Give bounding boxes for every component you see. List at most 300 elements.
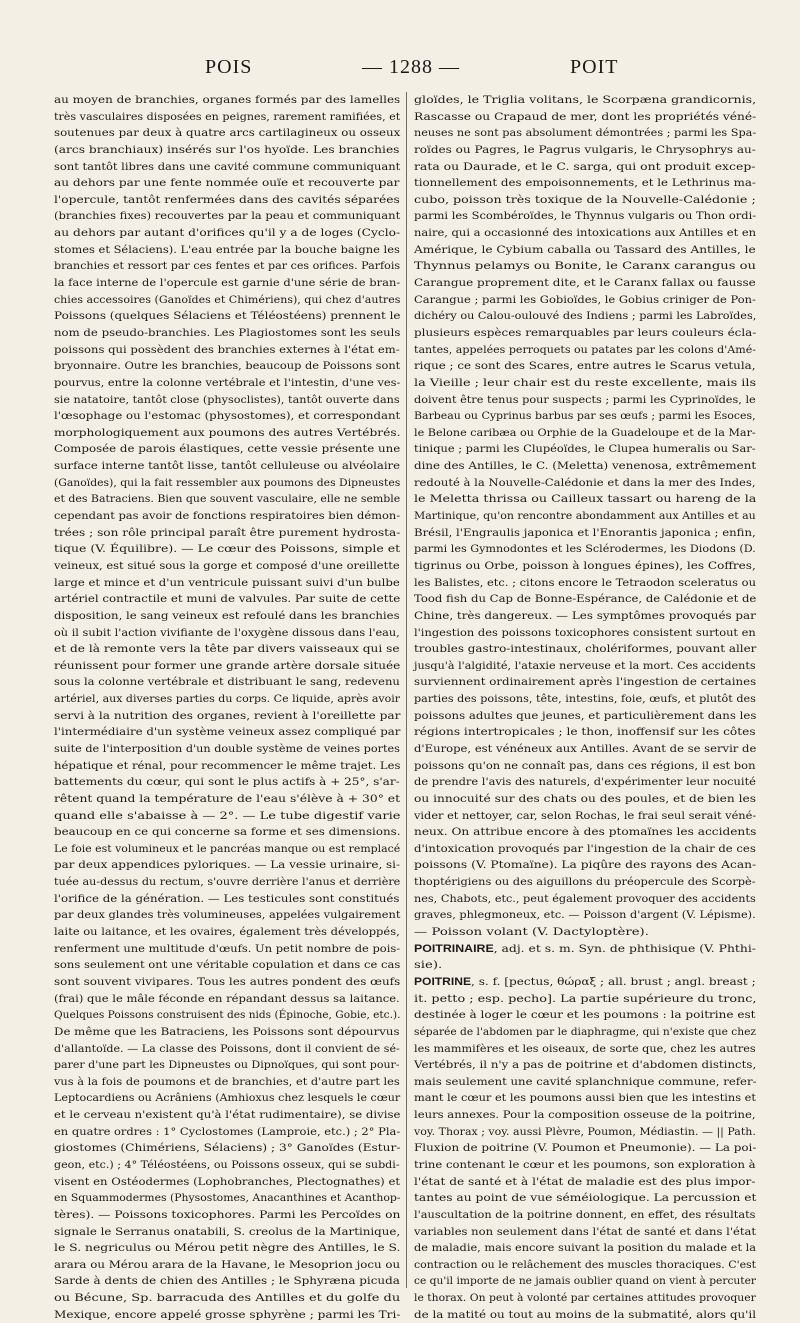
text-line	[54, 974, 400, 991]
text-line	[54, 1157, 400, 1174]
text-line	[414, 857, 756, 874]
line-inner: d'allantoïde. — La classe des Poissons, dont il convient de sé-	[54, 1042, 400, 1055]
text-line	[414, 608, 756, 625]
line-inner: laite ou laitance, et les ovaires, également très développés,	[54, 926, 400, 939]
text-line	[414, 109, 756, 126]
line-inner: trées ; son rôle principal paraît être purement hydrosta-	[54, 526, 401, 539]
text-line	[414, 308, 756, 325]
text-line	[414, 724, 756, 741]
text-line	[54, 558, 400, 575]
text-line	[414, 1174, 756, 1191]
header-left-guideword: POIS	[205, 56, 253, 78]
line-inner: et le cerveau n'existent qu'à l'état rudimentaire), se divise	[54, 1109, 401, 1122]
text-line	[54, 1024, 400, 1041]
line-inner: Thynnus pelamys ou Bonite, le Caranx carangus ou	[414, 260, 756, 273]
entry-headword: POITRINAIRE	[414, 942, 494, 955]
line-inner: tigrinus ou Orbe, poisson à longues épines), les Coffres,	[414, 559, 756, 572]
line-inner: suite de l'interposition d'un double système de veines portes	[54, 742, 400, 755]
line-inner: l'ingestion des poissons toxicophores consistent surtout en	[414, 626, 756, 639]
text-line	[54, 142, 400, 159]
line-inner: Amérique, le Cybium caballa ou Tassard des Antilles, le	[414, 243, 756, 256]
line-inner: surviennent ordinairement après l'ingestion de certaines	[414, 676, 757, 689]
line-inner: en Squammodermes (Physostomes, Anacanthines et Acanthop-	[54, 1192, 401, 1205]
line-inner: (frai) que le mâle féconde en répandant dessus sa laitance.	[54, 992, 400, 1005]
line-inner: rique ; ce sont des Scares, entre autres le Scarus vetula,	[414, 360, 756, 373]
text-line	[414, 957, 756, 974]
line-inner: le Meletta thrissa ou Cailleux tassart ou hareng de la	[414, 493, 757, 506]
text-line	[414, 192, 756, 209]
text-line	[54, 641, 400, 658]
text-line	[54, 92, 400, 109]
line-inner: régions intertropicales ; le thon, inoffensif sur les côtes	[414, 726, 756, 739]
text-line	[54, 425, 400, 442]
line-inner: nom de pseudo-branchies. Les Plagiostomes sont les seuls	[54, 326, 401, 339]
line-inner: artériel contractile et muni de valvules. Par suite de cette	[54, 593, 401, 606]
line-inner: roïdes ou Pagres, le Pagrus vulgaris, le Chrysophrys au-	[414, 143, 756, 156]
text-line	[414, 242, 756, 259]
text-line	[54, 508, 400, 525]
line-inner: mant le cœur et les poumons aussi bien que les intestins et	[414, 1092, 756, 1105]
text-line	[54, 625, 400, 642]
text-line	[414, 325, 756, 342]
text-line	[54, 907, 400, 924]
text-line	[54, 1140, 400, 1157]
text-line	[54, 242, 400, 259]
line-inner: signale le Serranus onatabili, S. creolus de la Martinique,	[54, 1225, 401, 1238]
text-line	[54, 591, 400, 608]
text-line	[54, 292, 400, 309]
text-line	[54, 1290, 400, 1307]
text-line	[414, 1140, 756, 1157]
text-line	[54, 175, 400, 192]
text-line	[54, 575, 400, 592]
text-line	[54, 758, 400, 775]
text-line	[54, 1124, 400, 1141]
text-line	[54, 608, 400, 625]
line-inner: l'état de santé et à l'état de maladie est des plus impor-	[414, 1175, 756, 1188]
text-line	[54, 924, 400, 941]
line-inner: poissons qu'on ne connaît pas, dans ces régions, il est bon	[414, 759, 756, 772]
text-line	[414, 159, 756, 176]
line-inner: et des Batraciens. Bien que souvent vasculaire, elle ne semble	[54, 493, 401, 506]
text-line	[54, 392, 400, 409]
text-line	[414, 475, 756, 492]
line-inner: surface interne tantôt lisse, tantôt celluleuse ou alvéolaire	[54, 460, 401, 473]
line-inner: sous la colonne vertébrale et distribuant le sang, redevenu	[54, 676, 400, 689]
line-inner: Le foie est volumineux et le pancréas manque ou est remplacé	[54, 842, 401, 855]
line-inner: l'auscultation de la poitrine donnent, en effet, des résultats	[414, 1208, 756, 1221]
line-inner: le Belone caribæa ou Orphie de la Guadeloupe et de la Mar-	[414, 426, 756, 439]
line-inner: nes, Chabots, etc., peut également provoquer des accidents	[414, 892, 756, 905]
text-line	[414, 1057, 756, 1074]
line-inner: très vasculaires disposées en peignes, rarement ramifiées, et	[54, 110, 401, 123]
line-inner: vus à la fois de poumons et de branchies, et d'autre part les	[54, 1075, 400, 1088]
text-line	[414, 1107, 756, 1124]
line-inner: renferment une multitude d'œufs. Un petit nombre de pois-	[54, 942, 401, 955]
line-inner: veineux, est situé sous la gorge et composé d'une oreillette	[54, 559, 400, 572]
text-line	[54, 1057, 400, 1074]
text-line	[54, 525, 400, 542]
text-line	[54, 1107, 400, 1124]
text-line	[414, 1307, 756, 1323]
line-inner: Carangue ; parmi les Gobioïdes, le Gobius criniger de Pon-	[414, 293, 756, 306]
text-line	[54, 1174, 400, 1191]
line-inner: réunissent pour former une grande artère dorsale située	[54, 659, 401, 672]
text-line	[414, 125, 756, 142]
text-line	[54, 658, 400, 675]
line-inner: sons seulement ont une véritable copulation et dans ce cas	[54, 959, 401, 972]
text-line	[54, 1007, 400, 1024]
line-inner: ou innocuité sur des chats ou des poules, et de bien les	[414, 792, 756, 805]
text-line	[414, 1257, 756, 1274]
line-inner: soutenues par deux à quatre arcs cartilagineux ou osseux	[54, 127, 401, 140]
text-line	[414, 225, 756, 242]
line-inner: Brésil, l'Engraulis japonica et l'Enorantis japonica ; enfin,	[414, 526, 756, 539]
line-inner: d'intoxication provoqués par l'ingestion de la chair de ces	[414, 842, 756, 855]
line-inner: et de là remonte vers la tête par divers vaisseaux qui se	[54, 643, 400, 656]
text-line	[414, 1074, 756, 1091]
line-inner: parties des poissons, tête, intestins, foie, œufs, et plutôt des	[414, 693, 756, 706]
line-inner: Rascasse ou Crapaud de mer, dont les propriétés véné-	[414, 110, 757, 123]
line-inner: le S. negriculus ou Mérou petit nègre des Antilles, le S.	[54, 1242, 401, 1255]
line-inner: vider et nettoyer, car, selon Rochas, le frai seul serait véné-	[414, 809, 757, 822]
line-inner: parer d'une part les Dipneustes ou Dipnoïques, qui sont pour-	[54, 1059, 400, 1072]
text-line	[54, 109, 400, 126]
text-line	[414, 758, 756, 775]
line-inner: tionnellement des empoisonnements, et le Lethrinus ma-	[414, 177, 756, 190]
line-inner: plusieurs espèces remarquables par leurs couleurs écla-	[414, 326, 757, 339]
text-line	[54, 1257, 400, 1274]
line-inner: dichéry ou Calou-oulouvé des Indiens ; parmi les Labroïdes,	[414, 310, 757, 323]
line-inner: artériel, aux diverses parties du corps. Ce liquide, après avoir	[54, 693, 401, 706]
line-inner: disposition, le sang veineux est refoulé dans les branchies	[54, 609, 400, 622]
text-line	[54, 774, 400, 791]
text-line	[54, 1240, 400, 1257]
line-inner: neuses ne sont pas absolument démontrées ; parmi les Spa-	[414, 127, 757, 140]
text-line	[414, 1290, 756, 1307]
text-line	[54, 342, 400, 359]
text-line	[54, 358, 400, 375]
text-line	[414, 625, 756, 642]
text-line	[414, 425, 756, 442]
line-inner: stomes et Sélaciens). L'eau entrée par la bouche baigne les	[54, 243, 400, 256]
line-inner: (branchies fixes) recouvertes par la peau et communiquant	[54, 210, 401, 223]
line-inner: tuée au-dessus du rectum, s'ouvre derrière l'anus et derrière	[54, 876, 401, 889]
line-inner: branchies et ressort par ces fentes et par ces orifices. Parfois	[54, 260, 401, 273]
text-line	[54, 808, 400, 825]
text-line	[54, 275, 400, 292]
line-inner: Poissons (quelques Sélaciens et Téléostéens) prennent le	[54, 310, 401, 323]
line-inner: l'œsophage ou l'estomac (physostomes), et correspondant	[54, 410, 401, 423]
text-line	[414, 558, 756, 575]
text-line	[54, 991, 400, 1008]
line-inner: troubles gastro-intestinaux, cholériformes, pouvant aller	[414, 643, 757, 656]
line-inner: bryonnaire. Outre les branchies, beaucoup de Poissons sont	[54, 360, 401, 373]
text-line	[414, 924, 756, 941]
line-inner: leurs annexes. Pour la composition osseuse de la poitrine,	[414, 1109, 756, 1122]
text-line	[414, 791, 756, 808]
line-inner: ce qu'il importe de ne jamais oublier quand on vient à percuter	[414, 1275, 756, 1288]
text-line	[414, 441, 756, 458]
line-inner: arara ou Mérou arara de la Havane, le Mesoprion jocu ou	[54, 1258, 401, 1271]
line-inner: hépatique et rénal, pour recommencer le même trajet. Les	[54, 759, 401, 772]
text-line	[414, 941, 756, 958]
line-inner: naire, qui a occasionné des intoxications aux Antilles et en	[414, 227, 757, 240]
text-line	[414, 458, 756, 475]
line-inner: doivent être tenus pour suspects ; parmi les Cyprinoïdes, le	[414, 393, 756, 406]
text-line	[54, 1224, 400, 1241]
line-inner: Barbeau ou Cyprinus barbus par ses œufs ; parmi les Esoces,	[414, 410, 756, 423]
text-line	[414, 907, 756, 924]
line-inner: poissons adultes que jeunes, et particulièrement dans les	[414, 709, 757, 722]
text-line	[414, 1240, 756, 1257]
line-inner	[414, 941, 756, 958]
line-inner: giostomes (Chimériens, Sélaciens) ; 3° Ganoïdes (Estur-	[54, 1142, 401, 1155]
line-inner: l'orifice de la génération. — Les testicules sont constitués	[54, 892, 400, 905]
line-inner: rêtent quand la température de l'eau s'élève à + 30° et	[54, 792, 401, 805]
line-inner: trine contenant le cœur et les poumons, son exploration à	[414, 1159, 756, 1171]
text-line	[54, 874, 400, 891]
text-line	[54, 708, 400, 725]
text-line	[54, 308, 400, 325]
text-line	[414, 525, 756, 542]
text-line	[414, 1224, 756, 1241]
text-line	[54, 408, 400, 425]
line-inner: quand elle s'abaisse à — 2°. — Le tube digestif varie	[54, 809, 401, 822]
text-line	[54, 674, 400, 691]
line-inner: la face interne de l'opercule est garnie d'une série de bran-	[54, 277, 401, 290]
text-line	[54, 491, 400, 508]
line-inner: la Vieille ; leur chair est du reste excellente, mais ils	[414, 376, 757, 389]
line-inner: d'Europe, est vénéneux aux Antilles. Avant de se servir de	[414, 742, 757, 755]
text-line	[54, 1041, 400, 1058]
line-inner: tique (V. Équilibre). — Le cœur des Poissons, simple et	[54, 543, 401, 556]
line-inner: par deux appendices pyloriques. — La vessie urinaire, si-	[54, 859, 401, 872]
text-line	[414, 974, 756, 991]
text-line	[54, 159, 400, 176]
text-line	[54, 941, 400, 958]
line-inner: tères). — Poissons toxicophores. Parmi les Percoïdes on	[54, 1208, 401, 1221]
line-inner: le thorax. On peut à volonté par certaines attitudes provoquer	[414, 1292, 756, 1305]
line-inner: (Ganoïdes), qui la fait ressembler aux poumons des Dipneustes	[54, 476, 401, 489]
text-line	[54, 458, 400, 475]
text-line	[54, 691, 400, 708]
line-inner: (arcs branchiaux) insérés sur l'os hyoïde. Les branchies	[54, 143, 400, 156]
text-line	[414, 508, 756, 525]
text-line	[414, 1090, 756, 1107]
text-line	[414, 741, 756, 758]
line-inner: thoptérigiens ou des aiguillons du préopercule des Scorpè-	[414, 876, 756, 889]
line-inner: tinique ; parmi les Clupéoïdes, le Clupea humeralis ou Sar-	[414, 443, 756, 456]
line-inner: Mexique, encore appelé grosse sphyrène ; parmi les Tri-	[54, 1308, 401, 1321]
text-line	[414, 491, 756, 508]
line-inner: Quelques Poissons construisent des nids (Épinoche, Gobie, etc.).	[54, 1009, 401, 1022]
text-line	[414, 691, 756, 708]
line-inner: battements du cœur, qui sont le plus actifs à + 25°, s'ar-	[54, 776, 400, 789]
text-line	[414, 292, 756, 309]
text-line	[54, 475, 400, 492]
line-inner: de la matité ou tout au moins de la submatité, alors qu'il	[414, 1308, 757, 1321]
entry-text: , adj. et s. m. Syn. de phthisique (V. Phthi-	[493, 942, 756, 955]
line-inner: dine des Antilles, le C. (Meletta) venenosa, extrêmement	[414, 460, 757, 473]
line-inner: cubo, poisson très toxique de la Nouvelle-Calédonie ;	[414, 193, 756, 206]
line-inner: large et mince et d'un ventricule puissant suivi d'un bulbe	[54, 576, 400, 589]
text-line	[414, 991, 756, 1008]
line-inner: geon, etc.) ; 4° Téléostéens, ou Poissons osseux, qui se subdi-	[54, 1159, 400, 1171]
text-line	[414, 575, 756, 592]
entry-headword: POITRINE	[414, 975, 472, 988]
line-inner: De même que les Batraciens, les Poissons sont dépourvus	[54, 1025, 400, 1038]
text-line	[414, 1273, 756, 1290]
text-line	[54, 1307, 400, 1323]
line-inner: au moyen de branchies, organes formés par des lamelles	[54, 94, 401, 106]
text-line	[54, 1273, 400, 1290]
line-inner: poissons qui possèdent des branchies externes à l'état em-	[54, 343, 400, 356]
text-line	[414, 841, 756, 858]
line-inner: contraction ou le relâchement des muscles thoraciques. C'est	[414, 1258, 757, 1271]
text-line	[54, 258, 400, 275]
line-inner: parmi les Scombéroïdes, le Thynnus vulgaris ou Thon ordi-	[414, 210, 757, 223]
left-text-column	[54, 92, 401, 1321]
text-line	[414, 708, 756, 725]
line-inner: où il subit l'action vivifiante de l'oxygène dissous dans l'eau,	[54, 626, 400, 639]
text-line	[414, 258, 756, 275]
line-inner: Martinique, qu'on rencontre abondamment aux Antilles et au	[414, 510, 756, 523]
line-inner: l'intermédiaire d'un système veineux assez compliqué par	[54, 726, 401, 739]
text-line	[54, 192, 400, 209]
line-inner: les mammifères et les oiseaux, de sorte que, chez les autres	[414, 1042, 756, 1055]
text-line	[414, 208, 756, 225]
line-inner: Chine, très dangereux. — Les symptômes provoqués par	[414, 609, 756, 622]
line-inner: sont souvent vivipares. Tous les autres pondent des œufs	[54, 975, 401, 988]
line-inner: graves, phlegmoneux, etc. — Poisson d'argent (V. Lépisme).	[414, 909, 756, 922]
text-line	[414, 342, 756, 359]
line-inner: Vertébrés, il n'y a pas de poitrine et d'abdomen distincts,	[414, 1059, 757, 1072]
column-divider	[406, 92, 407, 1288]
text-line	[414, 1024, 756, 1041]
text-line	[414, 392, 756, 409]
text-line	[54, 1074, 400, 1091]
line-inner: Sarde à dents de chien des Antilles ; le Sphyræna picuda	[54, 1275, 400, 1288]
text-line	[414, 408, 756, 425]
line-inner: morphologiquement aux poumons des autres Vertébrés.	[54, 426, 401, 439]
line-inner: beaucoup en ce qui concerne sa forme et ses dimensions.	[54, 826, 401, 839]
line-inner: redouté à la Nouvelle-Calédonie et dans la mer des Indes,	[414, 476, 756, 489]
text-line	[414, 275, 756, 292]
line-inner: Tood fish du Cap de Bonne-Espérance, de Calédonie et de	[414, 593, 757, 606]
line-inner: Carangue proprement dite, et le Caranx fallax ou fausse	[414, 277, 756, 290]
text-line	[54, 1207, 400, 1224]
line-inner	[414, 974, 756, 991]
line-inner: les Balistes, etc. ; citons encore le Tetraodon sceleratus ou	[414, 576, 756, 589]
line-inner: Composée de parois élastiques, cette vessie présente une	[54, 443, 401, 456]
text-line	[54, 857, 400, 874]
line-inner: cependant pas avoir de fonctions respiratoires bien démon-	[54, 510, 401, 523]
line-inner: tantes au point de vue séméiologique. La percussion et	[414, 1192, 757, 1205]
line-inner: — Poisson volant (V. Dactyloptère).	[414, 926, 649, 939]
text-line	[414, 658, 756, 675]
text-line	[414, 824, 756, 841]
text-line	[414, 891, 756, 908]
text-line	[54, 841, 400, 858]
text-line	[54, 541, 400, 558]
line-inner: jusqu'à l'algidité, l'ataxie nerveuse et la mort. Ces accidents	[414, 659, 756, 672]
text-line	[54, 741, 400, 758]
line-inner: rata ou Daurade, et le C. sarga, qui ont produit excep-	[414, 160, 756, 173]
line-inner: Fluxion de poitrine (V. Poumon et Pneumonie). — La poi-	[414, 1142, 757, 1155]
line-inner: pourvus, entre la colonne vertébrale et l'intestin, d'une ves-	[54, 376, 401, 389]
text-line	[414, 142, 756, 159]
line-inner: servi à la nutrition des organes, revient à l'oreillette par	[54, 709, 401, 722]
line-inner: sont tantôt libres dans une cavité commune communiquant	[54, 160, 401, 173]
text-line	[54, 1090, 400, 1107]
right-text-column	[414, 92, 757, 1321]
line-inner: au dehors par une fente nommée ouïe et recouverte par	[54, 177, 400, 190]
text-line	[414, 674, 756, 691]
text-line	[54, 1190, 400, 1207]
text-line	[414, 874, 756, 891]
line-inner: Leptocardiens ou Acrâniens (Amhioxus chez lesquels le cœur	[54, 1092, 401, 1105]
running-header	[0, 56, 800, 86]
line-inner: sie).	[414, 959, 443, 972]
text-line	[54, 441, 400, 458]
line-inner: it. petto ; esp. pecho]. La partie supérieure du tronc,	[414, 992, 757, 1005]
line-inner: sie natatoire, tantôt close (physoclistes), tantôt ouverte dans	[54, 393, 400, 406]
line-inner: au dehors par autant d'orifices qu'il y a de loges (Cyclo-	[54, 227, 401, 240]
line-inner: tantes, appelées perroquets ou patates par les colons d'Amé-	[414, 343, 756, 356]
text-line	[54, 957, 400, 974]
text-line	[54, 125, 400, 142]
text-line	[414, 774, 756, 791]
text-line	[414, 1157, 756, 1174]
text-line	[414, 641, 756, 658]
line-inner: neux. On attribue encore à des ptomaïnes les accidents	[414, 826, 757, 839]
line-inner: l'opercule, tantôt renfermées dans des cavités séparées	[54, 193, 400, 206]
entry-text: , s. f. [pectus, θώραξ ; all. brust ; angl. breast ;	[471, 975, 756, 988]
text-line	[54, 325, 400, 342]
text-line	[54, 375, 400, 392]
text-line	[414, 92, 756, 109]
line-inner: ou Bécune, Sp. barracuda des Antilles et du golfe du	[54, 1292, 401, 1305]
text-line	[414, 591, 756, 608]
text-line	[414, 1124, 756, 1141]
line-inner: poissons (V. Ptomaïne). La piqûre des rayons des Acan-	[414, 859, 757, 872]
text-line	[414, 808, 756, 825]
line-inner: variables non seulement dans l'état de santé et dans l'état	[414, 1225, 757, 1238]
text-line	[54, 208, 400, 225]
text-line	[414, 541, 756, 558]
text-line	[414, 1041, 756, 1058]
line-inner: voy. Thorax ; voy. aussi Plèvre, Poumon, Médiastin. — || Path.	[414, 1125, 756, 1138]
text-line	[54, 891, 400, 908]
text-line	[54, 791, 400, 808]
text-line	[414, 358, 756, 375]
line-inner: gloïdes, le Triglia volitans, le Scorpæna grandicornis,	[414, 94, 757, 106]
text-line	[54, 724, 400, 741]
header-right-guideword: POIT	[570, 56, 619, 78]
text-line	[54, 225, 400, 242]
line-inner: en quatre ordres : 1° Cyclostomes (Lamproie, etc.) ; 2° Pla-	[54, 1125, 401, 1138]
line-inner: séparée de l'abdomen par le diaphragme, qui n'existe que chez	[414, 1025, 757, 1038]
text-line	[414, 375, 756, 392]
text-line	[414, 1007, 756, 1024]
text-line	[414, 1190, 756, 1207]
text-line	[54, 824, 400, 841]
text-line	[414, 175, 756, 192]
line-inner: visent en Ostéodermes (Lophobranches, Plectognathes) et	[54, 1175, 401, 1188]
page-number: — 1288 —	[362, 56, 460, 78]
line-inner: par deux glandes très volumineuses, appelées vulgairement	[54, 909, 401, 922]
